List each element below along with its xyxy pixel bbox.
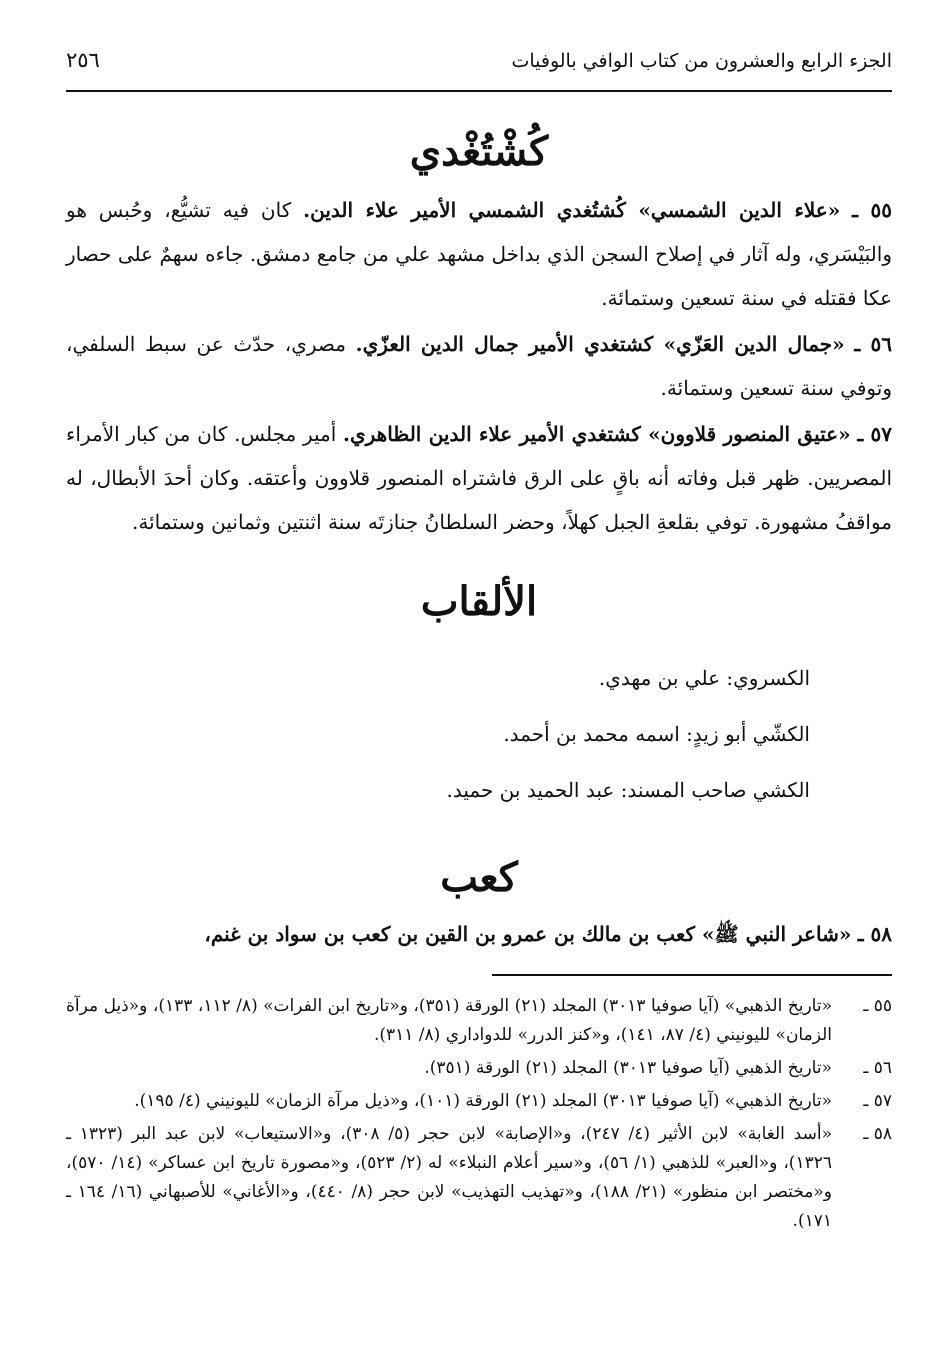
alqab-line: الكسروي: علي بن مهدي. [598, 666, 810, 690]
footnote-number: ٥٨ ـ [863, 1124, 892, 1144]
footnotes [66, 974, 892, 1236]
footnote-number: ٥٦ ـ [863, 1058, 892, 1078]
entry-text: كان فيه تشيُّع، وحُبس هو والبَيْسَري، وله آثار في إصلاح السجن الذي بداخل مشهد علي من جامع دمشق. جاءه سهمٌ على حصار عكا فقتله في سنة تسعين وستمائة. [66, 198, 892, 310]
entry-55 [66, 188, 892, 320]
footnote-55 [66, 992, 892, 1050]
entry-heading: «جمال الدين العَزّي» كشتغدي الأمير جمال الدين العزّي. [355, 332, 845, 356]
section-title-kushtughdi: كُشْتُغْدي [409, 128, 549, 175]
page-number: ٢٥٦ [66, 48, 100, 72]
book-page [66, 40, 892, 1340]
footnote-56 [66, 1054, 892, 1083]
section-title-alqab: الألقاب [420, 578, 538, 625]
footnote-number: ٥٥ ـ [863, 996, 892, 1016]
footnote-text: «تاريخ الذهبي» (آيا صوفيا ٣٠١٣) المجلد (٢١) الورقة (١٠١)، و«ذيل مرآة الزمان» لليونيني (٤/ ١٩٥). [134, 1091, 832, 1111]
entry-heading: «عتيق المنصور قلاوون» كشتغدي الأمير علاء الدين الظاهري. [343, 422, 851, 446]
entry-number: ٥٨ ـ [857, 922, 892, 946]
entry-heading: «علاء الدين الشمسي» كُشتُغدي الشمسي الأمير علاء الدين. [303, 198, 841, 222]
footnote-text: «أسد الغابة» لابن الأثير (٤/ ٢٤٧)، و«الإصابة» لابن حجر (٥/ ٣٠٨)، و«الاستيعاب» لابن عبد البر (١٣٢٣ ـ ١٣٢٦)، و«العبر» للذهبي (١/ ٥٦)، و«سير أعلام النبلاء» له (٢/ ٥٢٣)، و«مصورة تاريخ ابن عساكر» (١٤/ ٥٧٠)، و«مختصر ابن منظور» (٢١/ ١٨٨)، و«تهذيب التهذيب» لابن حجر (٨/ ٤٤٠)، و«الأغاني» للأصبهاني (١٦/ ١٦٤ ـ ١٧١). [66, 1124, 833, 1231]
entry-text: مصري، حدّث عن سبط السلفي، وتوفي سنة تسعين وستمائة. [66, 332, 892, 400]
footnote-text: «تاريخ الذهبي» (آيا صوفيا ٣٠١٣) المجلد (٢١) الورقة (٣٥١)، و«تاريخ ابن الفرات» (٨/ ١١٢، ١٣٣)، و«ذيل مرآة الزمان» لليونيني (٤/ ٨٧، ١٤١)، و«كنز الدرر» للدواداري (٨/ ٣١١). [66, 996, 832, 1045]
entry-heading: «شاعر النبي ﷺ» كعب بن مالك بن عمرو بن القين بن كعب بن سواد بن غنم، [204, 922, 852, 946]
alqab-line: الكشّي أبو زيدٍ: اسمه محمد بن أحمد. [503, 722, 810, 746]
footnote-divider [492, 974, 892, 976]
entry-58 [66, 912, 892, 956]
entry-56 [66, 322, 892, 410]
running-header [66, 40, 892, 92]
entry-text: أمير مجلس. كان من كبار الأمراء المصريين. ظهر قبل وفاته أنه باقٍ على الرق فاشتراه المنصور قلاوون وأعتقه. وكان أحدَ الأبطال، له مواقفُ مشهورة. توفي بقلعةِ الجبل كهلاً، وحضر السلطانُ جنازتَه سنة اثنتين وثمانين وستمائة. [66, 422, 892, 534]
entry-number: ٥٦ ـ [854, 332, 893, 356]
footnote-text: «تاريخ الذهبي (آيا صوفيا ٣٠١٣) المجلد (٢١) الورقة (٣٥١). [424, 1058, 832, 1078]
entry-number: ٥٥ ـ [852, 198, 893, 222]
section-title-kaab: كعب [440, 854, 518, 901]
running-title: الجزء الرابع والعشرون من كتاب الوافي بالوفيات [511, 50, 892, 72]
alqab-line: الكشي صاحب المسند: عبد الحميد بن حميد. [446, 778, 810, 802]
footnote-number: ٥٧ ـ [863, 1091, 892, 1111]
footnote-58 [66, 1120, 892, 1236]
footnote-57 [66, 1087, 892, 1116]
entry-number: ٥٧ ـ [857, 422, 893, 446]
entry-57 [66, 412, 892, 544]
